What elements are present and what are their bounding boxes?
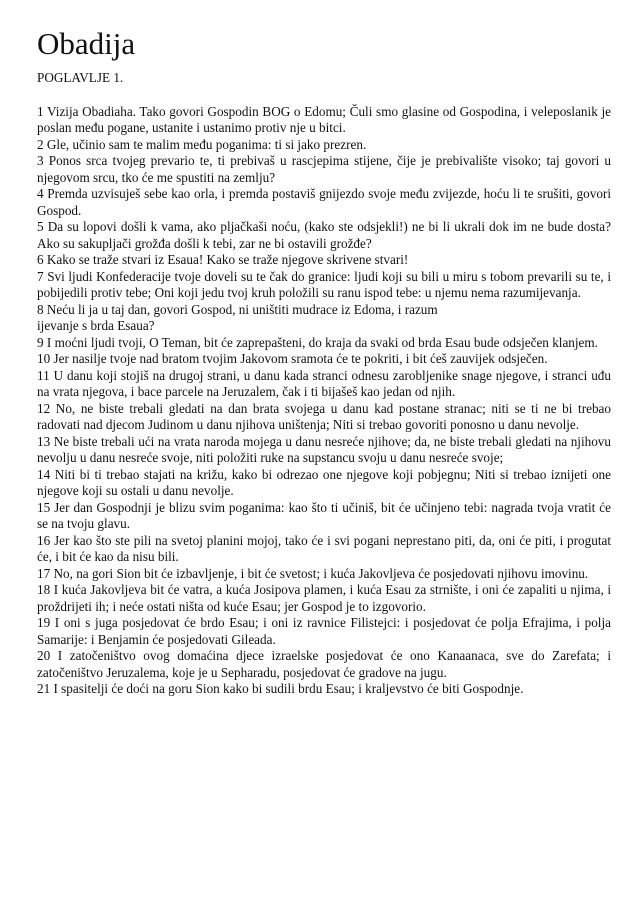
verse: 2 Gle, učinio sam te malim među poganima: ti si jako prezren. [37,136,367,152]
verse: 14 Niti bi ti trebao stajati na križu, kako bi odrezao one njegove koji pobjegnu; Niti si trebao iznijeti one njegove koji su ostali u danu nevolje. [37,466,611,498]
verse: 5 Da su lopovi došli k vama, ako pljačkaši noću, (kako ste odsjekli!) ne bi li ukrali dok im ne bude dosta? Ako su sakupljači grožđa došli k tebi, zar ne bi ostavili grožđe? [37,219,611,251]
verse: 13 Ne biste trebali ući na vrata naroda mojega u danu nesreće njihove; da, ne biste trebali gledati na njihovu nevolju u danu nesreće svoje, niti položiti ruke na supstancu svoju u danu nesreće svoje; [37,433,611,465]
verse: 18 I kuća Jakovljeva bit će vatra, a kuća Josipova plamen, i kuća Esau za strnište, i oni će zapaliti u njima, i proždrijeti ih; i neće ostati ništa od kuće Esau; jer Gospod je to izgovorio. [37,582,611,614]
verse: 17 No, na gori Sion bit će izbavljenje, i bit će svetost; i kuća Jakovljeva će posjedovati njihovu imovinu. [37,565,589,581]
verse: 3 Ponos srca tvojeg prevario te, ti prebivaš u rascjepima stijene, čije je prebivalište visoko; taj govori u njegovom srcu, tko će me spustiti na zemlju? [37,153,611,185]
verse: 12 No, ne biste trebali gledati na dan brata svojega u danu kad postane stranac; niti se ti ne bi trebao radovati nad djecom Judinom u danu njihova uništenja; Niti si trebao govoriti ponosno u danu nevolje. [37,400,611,432]
verse: 16 Jer kao što ste pili na svetoj planini mojoj, tako će i svi pogani neprestano piti, da, oni će piti, i progutat će, i bit će kao da nisu bili. [37,532,611,564]
verse: 19 I oni s juga posjedovat će brdo Esau; i oni iz ravnice Filistejci: i posjedovat će polja Efrajima, i polja Samarije: i Benjamin će posjedovati Gileada. [37,615,611,647]
verse-continuation: ijevanje s brda Esaua? [37,318,155,333]
verse: 8 Neću li ja u taj dan, govori Gospod, ni uništiti mudrace iz Edoma, i razum [37,301,438,317]
verse: 15 Jer dan Gospodnji je blizu svim poganima: kao što ti učiniš, bit će učinjeno tebi: nagrada tvoja vratit će se na tvoju glavu. [37,499,611,531]
page-title: Obadija [37,26,136,61]
verse-list [37,104,611,698]
verse: 11 U danu koji stojiš na drugoj strani, u danu kada stranci odnesu zarobljenike snage njegove, i stranci uđu na vrata njegova, i bace parcele na Jeruzalem, čak i ti bijašeš kao jedan od njih. [37,367,611,399]
verse: 20 I zatočeništvo ovog domaćina djece izraelske posjedovat će ono Kanaanaca, sve do Zarefata; i zatočeništvo Jeruzalema, koje je u Sepharadu, posjedovat će gradove na jugu. [37,648,611,680]
verse: 1 Vizija Obadiaha. Tako govori Gospodin BOG o Edomu; Čuli smo glasine od Gospodina, i veleposlanik je poslan među pogane, ustanite i ustanimo protiv nje u bitci. [37,103,611,135]
verse: 4 Premda uzvisuješ sebe kao orla, i premda postaviš gnijezdo svoje među zvijezde, hoću li te srušiti, govori Gospod. [37,186,611,218]
verse: 7 Svi ljudi Konfederacije tvoje doveli su te čak do granice: ljudi koji su bili u miru s tobom prevarili su te, i pobijedili protiv tebe; Oni koji jedu tvoj kruh položili su ranu ispod tebe: u njemu nema razumijevanja. [37,268,611,300]
document-page [37,24,611,698]
verse: 10 Jer nasilje tvoje nad bratom tvojim Jakovom sramota će te pokriti, i bit ćeš zauvijek odsječen. [37,351,548,366]
verse: 6 Kako se traže stvari iz Esaua! Kako se traže njegove skrivene stvari! [37,252,409,267]
chapter-heading: POGLAVLJE 1. [37,70,124,85]
verse: 21 I spasitelji će doći na goru Sion kako bi sudili brdu Esau; i kraljevstvo će biti Gospodnje. [37,681,524,696]
verse: 9 I moćni ljudi tvoji, O Teman, bit će zaprepašteni, do kraja da svaki od brda Esau bude odsječen klanjem. [37,334,598,350]
